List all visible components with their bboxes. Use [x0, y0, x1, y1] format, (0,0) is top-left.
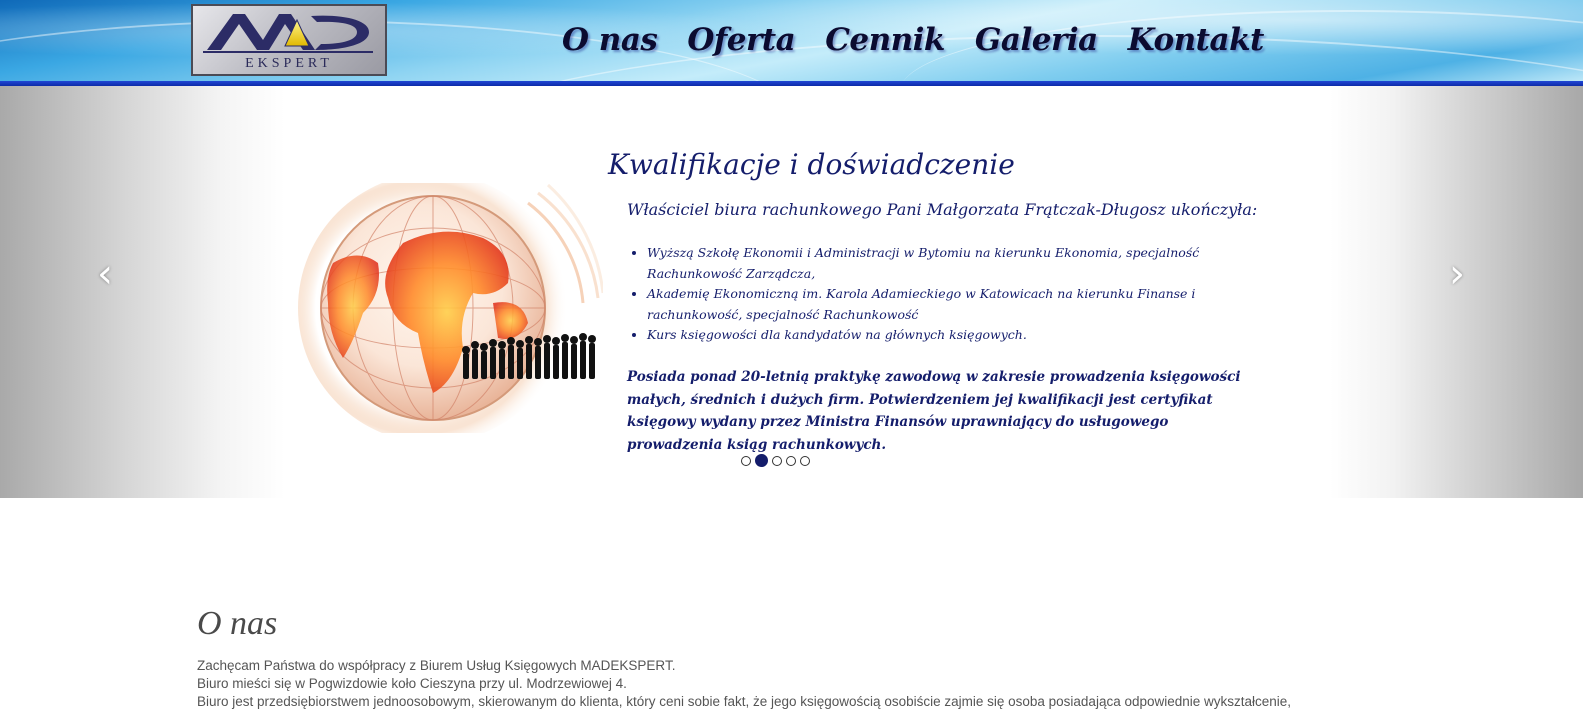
site-logo[interactable]	[191, 4, 387, 76]
site-header	[0, 0, 1583, 82]
carousel-indicator-2[interactable]	[755, 454, 768, 467]
chevron-right-icon: ›	[1449, 251, 1465, 297]
carousel-next-button[interactable]	[1443, 251, 1471, 297]
paragraph-line: Zachęcam Państwa do współpracy z Biurem Usług Księgowych MADEKSPERT.	[197, 658, 676, 673]
carousel-indicators	[741, 454, 810, 467]
list-item: • Kurs księgowości dla kandydatów na głównych księgowych.	[647, 325, 1277, 346]
section-title: O nas	[197, 605, 278, 642]
chevron-left-icon: ‹	[97, 251, 113, 297]
carousel-indicator-3[interactable]	[772, 456, 782, 466]
nav-item-kontakt[interactable]: Kontakt	[1127, 22, 1264, 58]
logo-text: EKSPERT	[245, 56, 333, 71]
nav-item-o-nas[interactable]: O nas	[562, 22, 658, 58]
about-text	[197, 657, 1387, 711]
list-item: • Wyższą Szkołę Ekonomii i Administracji w Bytomiu na kierunku Ekonomia, specjalność Rachunkowość Zarządcza,	[647, 243, 1277, 284]
paragraph-line: Biuro jest przedsiębiorstwem jednoosobowym, skierowanym do klienta, który ceni sobie fakt, że jego księgowością osobiście zajmie się osoba posiadająca odpowiednie wykształcenie,	[197, 694, 1292, 709]
nav-item-galeria[interactable]: Galeria	[974, 22, 1098, 58]
nav-item-cennik[interactable]: Cennik	[825, 22, 945, 58]
carousel-indicator-1[interactable]	[741, 456, 751, 466]
list-item: • Akademię Ekonomiczną im. Karola Adamieckiego w Katowicach na kierunku Finanse i rachunkowość, specjalność Rachunkowość	[647, 284, 1277, 325]
qualifications-list	[627, 243, 1277, 346]
nav-item-oferta[interactable]: Oferta	[687, 22, 796, 58]
paragraph-line: Biuro mieści się w Pogwizdowie koło Cieszyna przy ul. Modrzewiowej 4.	[197, 676, 627, 691]
slide-summary: Posiada ponad 20-letnią praktykę zawodową w zakresie prowadzenia księgowości małych, średnich i dużych firm. Potwierdzeniem jej kwalifikacji jest certyfikat księgowy wydany przez Ministra Finansów uprawniający do usługowego prowadzenia ksiąg rachunkowych.	[627, 369, 1241, 453]
main-nav	[562, 18, 1264, 62]
carousel	[0, 86, 1583, 498]
globe-with-people-image	[283, 183, 603, 433]
carousel-indicator-5[interactable]	[800, 456, 810, 466]
slide-intro: Właściciel biura rachunkowego Pani Małgorzata Frątczak-Długosz ukończyła:	[627, 200, 1258, 219]
carousel-prev-button[interactable]	[91, 251, 119, 297]
slide-title: Kwalifikacje i doświadczenie	[608, 148, 1015, 181]
carousel-indicator-4[interactable]	[786, 456, 796, 466]
